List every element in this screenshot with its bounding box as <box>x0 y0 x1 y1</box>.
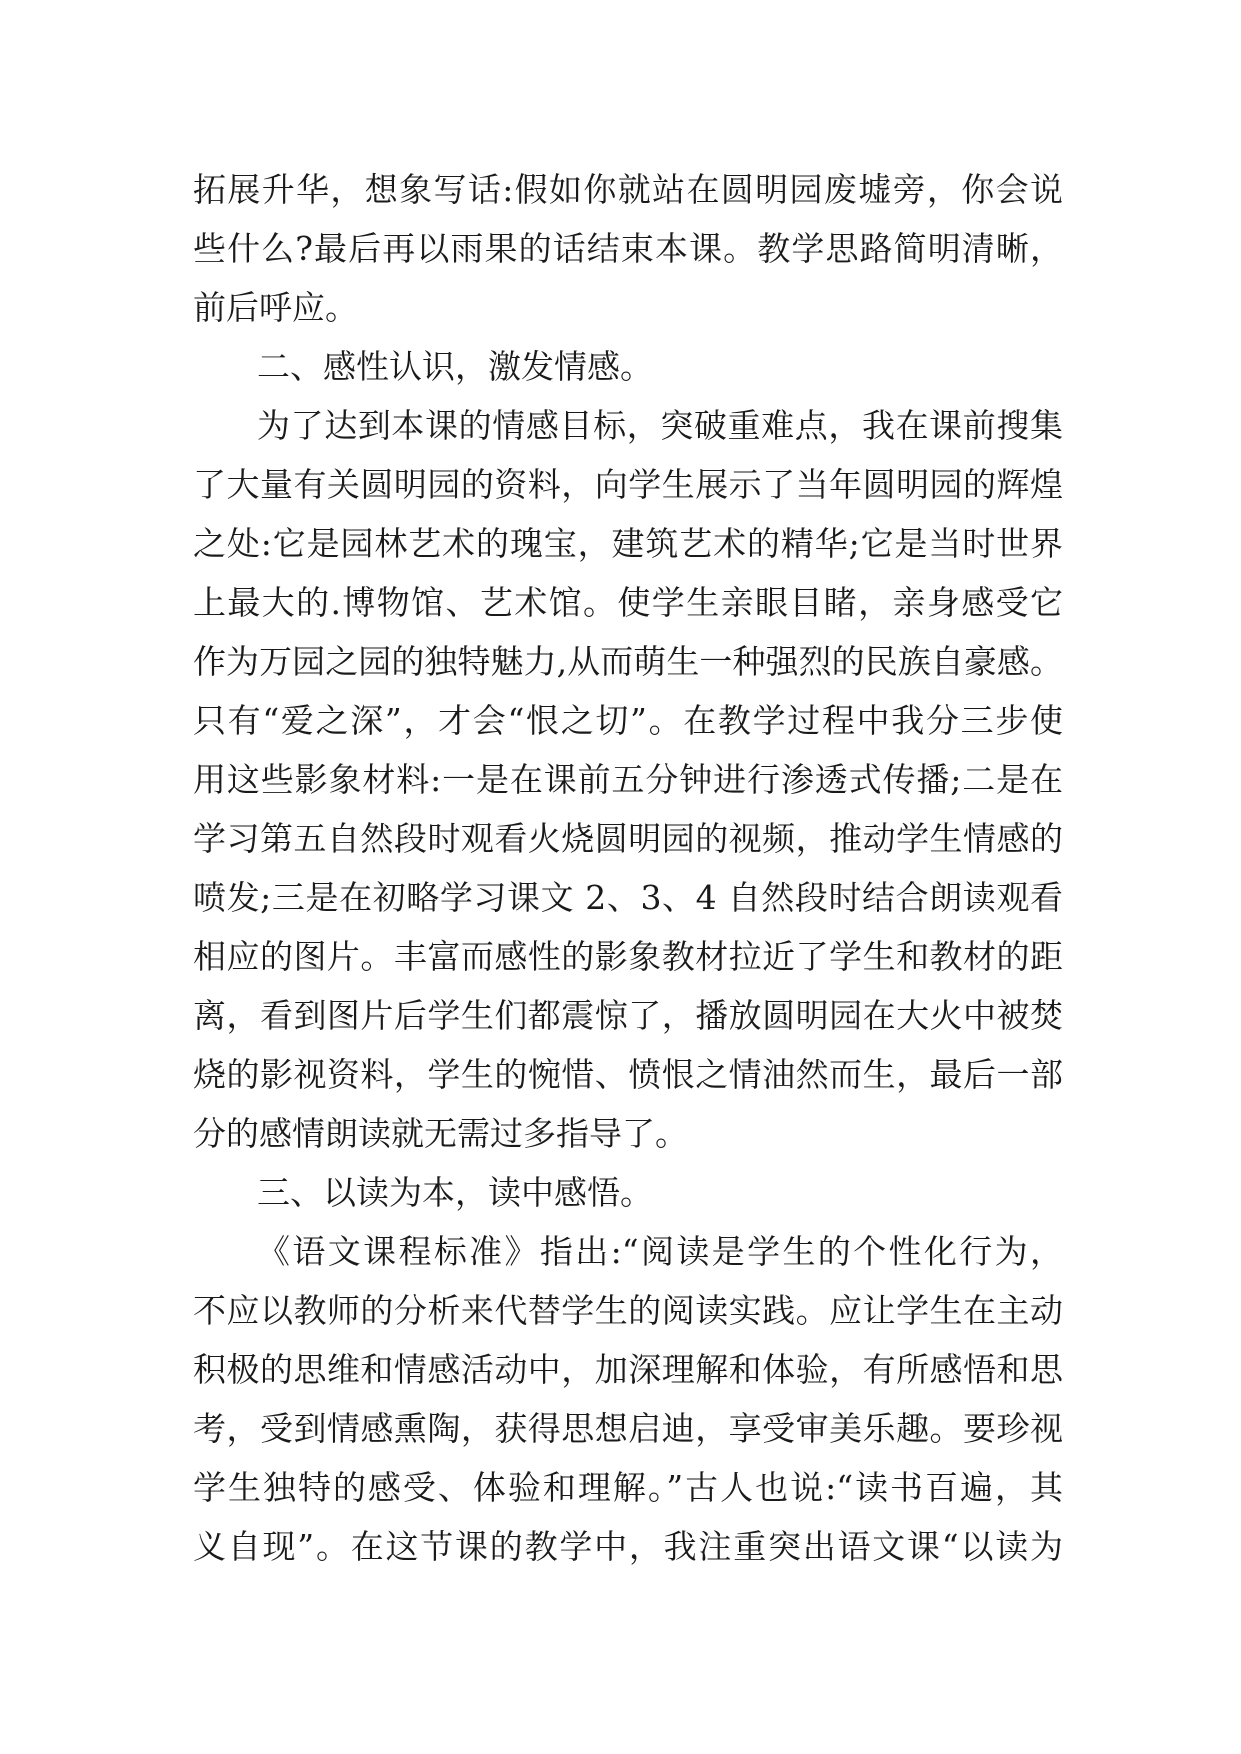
text-line: 了大量有关圆明园的资料，向学生展示了当年圆明园的辉煌 <box>193 465 1063 504</box>
text-line: 用这些影象材料:一是在课前五分钟进行渗透式传播;二是在 <box>193 760 1063 799</box>
text-line: 学生独特的感受、体验和理解。”古人也说:“读书百遍，其 <box>193 1468 1063 1507</box>
text-line: 些什么?最后再以雨果的话结束本课。教学思路简明清晰， <box>193 229 1063 268</box>
section-heading: 三、以读为本，读中感悟。 <box>257 1173 653 1212</box>
text-line: 《语文课程标准》指出:“阅读是学生的个性化行为， <box>257 1232 1063 1271</box>
text-line: 义自现”。在这节课的教学中，我注重突出语文课“以读为 <box>193 1527 1063 1566</box>
body-text <box>193 160 1063 1576</box>
text-line: 离，看到图片后学生们都震惊了，播放圆明园在大火中被焚 <box>193 996 1063 1035</box>
text-line: 烧的影视资料，学生的惋惜、愤恨之情油然而生，最后一部 <box>193 1055 1063 1094</box>
section-heading: 二、感性认识，激发情感。 <box>257 347 653 386</box>
text-line: 分的感情朗读就无需过多指导了。 <box>193 1114 688 1153</box>
text-line: 学习第五自然段时观看火烧圆明园的视频，推动学生情感的 <box>193 819 1063 858</box>
text-line: 相应的图片。丰富而感性的影象教材拉近了学生和教材的距 <box>193 937 1063 976</box>
text-line: 只有“爱之深”，才会“恨之切”。在教学过程中我分三步使 <box>193 701 1063 740</box>
text-line: 拓展升华，想象写话:假如你就站在圆明园废墟旁，你会说 <box>193 170 1063 209</box>
text-line: 不应以教师的分析来代替学生的阅读实践。应让学生在主动 <box>193 1291 1063 1330</box>
text-line: 作为万园之园的独特魅力,从而萌生一种强烈的民族自豪感。 <box>193 642 1063 681</box>
text-line: 积极的思维和情感活动中，加深理解和体验，有所感悟和思 <box>193 1350 1063 1389</box>
text-line: 上最大的.博物馆、艺术馆。使学生亲眼目睹，亲身感受它 <box>193 583 1063 622</box>
text-line: 考，受到情感熏陶，获得思想启迪，享受审美乐趣。要珍视 <box>193 1409 1063 1448</box>
text-line: 喷发;三是在初略学习课文 2、3、4 自然段时结合朗读观看 <box>193 878 1063 917</box>
text-line: 为了达到本课的情感目标，突破重难点，我在课前搜集 <box>257 406 1063 445</box>
text-line: 前后呼应。 <box>193 288 358 327</box>
text-line: 之处:它是园林艺术的瑰宝，建筑艺术的精华;它是当时世界 <box>193 524 1063 563</box>
